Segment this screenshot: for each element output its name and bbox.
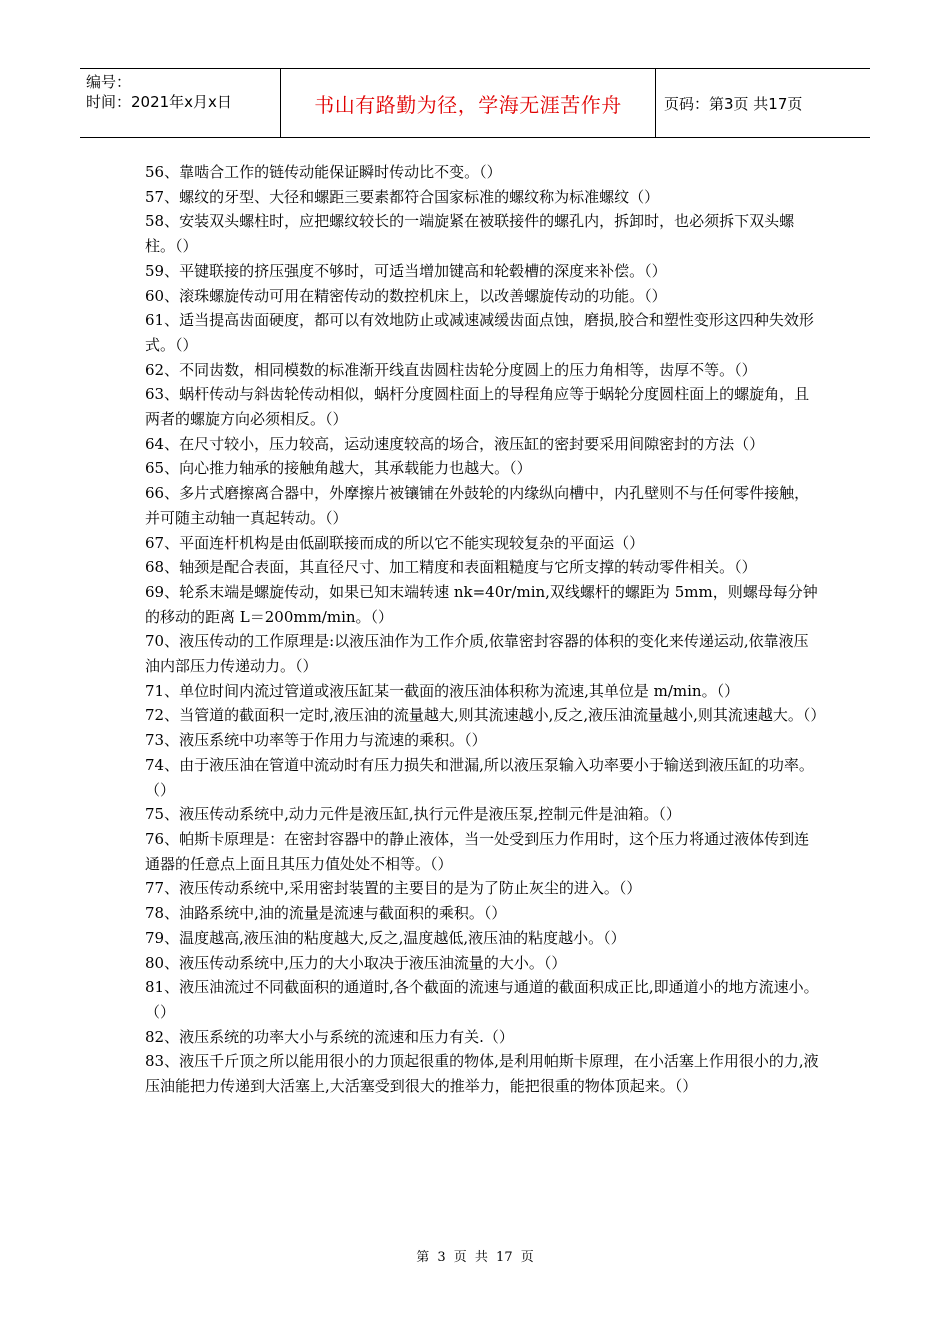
page-header (80, 68, 870, 138)
question-item: 69、轮系末端是螺旋传动，如果已知末端转速 nk=40r/min,双线螺杆的螺距为 5mm，则螺母每分钟的移动的距离 L＝200mm/min。（） (145, 582, 818, 626)
question-item: 68、轴颈是配合表面，其直径尺寸、加工精度和表面粗糙度与它所支撑的转动零件相关。（） (145, 558, 757, 577)
document-number-label: 编号： (86, 73, 132, 91)
question-item: 63、蜗杆传动与斜齿轮传动相似，蜗杆分度圆柱面上的导程角应等于蜗轮分度圆柱面上的螺旋角，且两者的螺旋方向必须相反。（） (145, 385, 810, 429)
question-item: 80、液压传动系统中,压力的大小取决于液压油流量的大小。（） (145, 953, 567, 972)
question-item: 60、滚珠螺旋传动可用在精密传动的数控机床上，以改善螺旋传动的功能。（） (145, 286, 667, 305)
question-item: 65、向心推力轴承的接触角越大，其承载能力也越大。（） (145, 459, 532, 478)
question-item: 78、油路系统中,油的流量是流速与截面积的乘积。（） (145, 904, 507, 923)
question-item: 57、螺纹的牙型、大径和螺距三要素都符合国家标准的螺纹称为标准螺纹（） (145, 187, 660, 206)
header-motto: 书山有路勤为径，学海无涯苦作舟 (314, 92, 622, 117)
header-page-info: 页码：第3页 共17页 (664, 94, 803, 113)
header-page-cell (656, 69, 870, 137)
footer-page-number: 第 3 页 共 17 页 (416, 1250, 534, 1265)
header-left-cell (80, 69, 280, 137)
question-item: 83、液压千斤顶之所以能用很小的力顶起很重的物体,是利用帕斯卡原理，在小活塞上作用很小的力,液压油能把力传递到大活塞上,大活塞受到很大的推举力，能把很重的物体顶起来。（） (145, 1052, 819, 1096)
header-motto-cell (280, 69, 656, 137)
question-item: 56、靠啮合工作的链传动能保证瞬时传动比不变。（） (145, 163, 502, 181)
question-item: 73、液压系统中功率等于作用力与流速的乘积。（） (145, 731, 487, 750)
question-item: 58、安装双头螺柱时，应把螺纹较长的一端旋紧在被联接件的螺孔内，拆卸时，也必须拆下双头螺柱。（） (145, 212, 795, 256)
question-item: 72、当管道的截面积一定时,液压油的流量越大,则其流速越小,反之,液压油流量越小,则其流速越大。（） (145, 706, 826, 725)
question-item: 76、帕斯卡原理是：在密封容器中的静止液体，当一处受到压力作用时，这个压力将通过液体传到连通器的任意点上面且其压力值处处不相等。（） (145, 829, 810, 873)
question-item: 71、单位时间内流过管道或液压缸某一截面的液压油体积称为流速,其单位是 m/min。（） (145, 681, 740, 700)
question-item: 67、平面连杆机构是由低副联接而成的所以它不能实现较复杂的平面运（） (145, 533, 645, 552)
question-item: 75、液压传动系统中,动力元件是液压缸,执行元件是液压泵,控制元件是油箱。（） (145, 805, 681, 824)
question-item: 64、在尺寸较小，压力较高，运动速度较高的场合，液压缸的密封要采用间隙密封的方法（） (145, 434, 765, 453)
question-item: 82、液压系统的功率大小与系统的流速和压力有关.（） (145, 1027, 514, 1046)
question-list (145, 160, 826, 1099)
question-item: 66、多片式磨擦离合器中，外摩擦片被镶铺在外鼓轮的内缘纵向槽中，内孔壁则不与任何零件接触，并可随主动轴一真起转动。（） (145, 484, 810, 527)
question-item: 74、由于液压油在管道中流动时有压力损失和泄漏,所以液压泵输入功率要小于输送到液压缸的功率。（） (145, 755, 814, 799)
question-item: 81、液压油流过不同截面积的通道时,各个截面的流速与通道的截面积成正比,即通道小的地方流速小。（） (145, 978, 819, 1021)
question-item: 70、液压传动的工作原理是:以液压油作为工作介质,依靠密封容器的体积的变化来传递运动,依靠液压油内部压力传递动力。（） (145, 632, 809, 676)
question-item: 79、温度越高,液压油的粘度越大,反之,温度越低,液压油的粘度越小。（） (145, 928, 626, 947)
question-item: 62、不同齿数，相同模数的标准渐开线直齿圆柱齿轮分度圆上的压力角相等，齿厚不等。（） (145, 360, 757, 379)
question-item: 77、液压传动系统中,采用密封装置的主要目的是为了防止灰尘的进入。（） (145, 879, 642, 898)
question-item: 59、平键联接的挤压强度不够时，可适当增加键高和轮毂槽的深度来补偿。（） (145, 261, 667, 280)
page-footer (0, 1246, 950, 1265)
document-date: 时间：2021年x月x日 (86, 93, 232, 111)
question-item: 61、适当提高齿面硬度，都可以有效地防止或减速减缓齿面点蚀，磨损,胶合和塑性变形这四种失效形式。（） (145, 311, 814, 354)
